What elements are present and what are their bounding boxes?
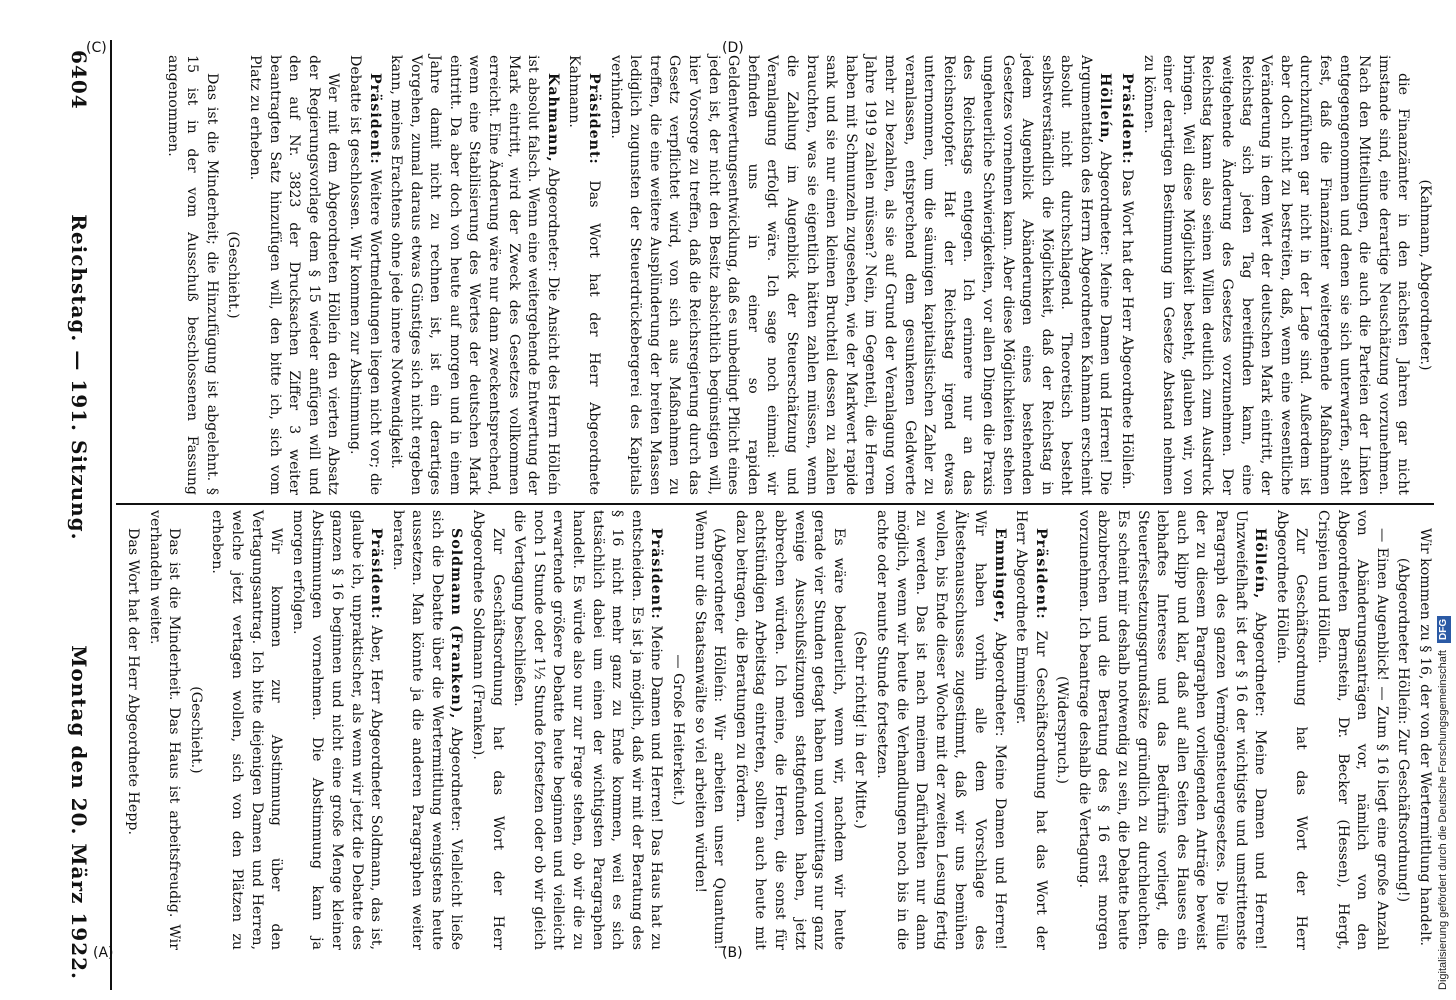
right-column-paragraph: Zur Geschäftsordnung hat das Wort der Herr Abgeordnete Hölleín. xyxy=(1273,510,1310,950)
page-header xyxy=(59,50,99,980)
right-column-paragraph: Präsident: Zur Geschäftsordnung hat das Wort der Herr Abgeordnete Emminger. xyxy=(1013,510,1049,950)
left-column-paragraph: (Geschieht.) xyxy=(225,231,242,319)
margin-marker-d: (D) xyxy=(722,40,744,56)
right-column-paragraph: (Abgeordneter Hölleín: Zur Geschäftsordnung!) xyxy=(1395,557,1412,903)
speaker-name: Präsident: xyxy=(1119,73,1136,165)
right-column-paragraph: (Abgeordneter Hölleín: Wir arbeiten unser Quantum! Wenn nur die Staatsanwälte so viel arbeiten würden! xyxy=(691,510,728,950)
digitization-note: Digitalisierung gefördert durch die Deutsche Forschungsgemeinschaft xyxy=(1437,650,1449,990)
left-column-paragraph: Hölleín, Abgeordneter: Meine Damen und Herren! Die Argumentation des Herrn Abgeordneten Kahmann erscheint absolut nicht durchschlagend. Theoretisch besteht selbstverständlich die Möglichkeit, daß der Reichstag in jedem Augenblick Abänderungen eines bestehenden Gesetzes vornehmen kann. Aber diese Möglichkeiten stehen ungeheuerliche Schwierigkeiten, vor allen Dingen die Praxis des Reichstags entgegen. Ich erinnere nur an das Reichsnotopfer. Hat der Reichstag irgend etwas unternommen, um die säumigen kapitalistischen Zahler zu veranlassen, entsprechend dem gesunkenen Geldwerte mehr zu bezahlen, als sie auf Grund der Veranlagung vom Jahre 1919 zahlen müssen? Nein, im Gegenteil, die Herren haben mit Schmunzeln zugesehen, wie der Markwert rapide sank und sie nur einen kleinen Bruchteil dessen zu zahlen brauchten, was sie eigentlich hätten zahlen müssen, wenn die Zahlung im Augenblick der Steuerschätzung und Veranlagung erfolgt wäre. Ich sage noch einmal: wir befinden uns in einer so rapiden Geldentwertungsentwicklung, daß es unbedingt Pflicht eines jeden ist, der nicht den Besitz absichtlich begünstigen will, hier Vorsorge zu treffen, daß die Reichsregierung durch das Gesetz verpflichtet wird, von sich aus Maßnahmen zu treffen, die eine weitere Ausplünderung der breiten Massen lediglich zugunsten der Steuerdrückebergerei des Kapitals verhindern. xyxy=(607,55,1114,495)
left-column-paragraph: Präsident: Weitere Wortmeldungen liegen nicht vor; die Debatte ist geschlossen. Wir kommen zur Abstimmung. xyxy=(346,55,383,495)
right-column-paragraph: Hölleín, Abgeordneter: Meine Damen und Herren! Unzweifelhaft ist der § 16 der wichtigste und umstrittenste Paragraph des ganzen Vermögensteuergesetzes. Die Fülle der zu diesem Paragraphen vorliegenden Anträge beweist auch klipp und klar, daß auf allen Seiten des Hauses ein lebhaftes Interesse und das Bedürfnis vorliegt, die Steuerfestsetzungsgrundsätze gründlich zu durchleuchten. Es scheint mir deshalb notwendig zu sein, die Debatte heute abzubrechen und die Beratung des § 16 erst morgen vorzunehmen. Ich beantrage deshalb die Vertagung. xyxy=(1075,510,1269,950)
right-column-paragraph: Wir kommen zu § 16, der von der Wertermittlung handelt. xyxy=(1417,528,1433,947)
left-column-paragraph: Präsident: Das Wort hat der Herr Abgeordnete Kahmann. xyxy=(566,55,603,495)
right-column-paragraph: — Große Heiterkeit.) xyxy=(670,654,687,806)
right-column-paragraph: (Sehr richtig! in der Mitte.) xyxy=(852,631,869,829)
left-column-paragraph: Das ist die Minderheit; die Hinzufügung ist abgelehnt. § 15 ist in der vom Ausschuß beschlossenen Fassung angenommen. xyxy=(164,55,220,495)
right-column-paragraph: Präsident: Meine Damen und Herren! Das Haus hat zu entscheiden. Es ist ja möglich, daß wir mit der Beratung des § 16 nicht mehr ganz zu Ende kommen, weil es sich tatsächlich dabei um einen der wichtigsten Paragraphen handelt. Es würde also nur zur Frage stehen, ob wir die zu erwartende größere Debatte heute beginnen und vielleicht noch 1 Stunde oder 1½ Stunde fortsetzen oder ob wir gleich die Vertagung beschließen. xyxy=(511,510,665,950)
speaker-name: Präsident: xyxy=(648,528,665,620)
speaker-name: Präsident: xyxy=(586,73,603,165)
speaker-name: Präsident: xyxy=(1032,528,1049,620)
column-divider xyxy=(116,503,1434,505)
session-date: Montag den 20. März 1922. xyxy=(67,645,91,980)
page-number: 6404 xyxy=(67,50,91,110)
right-column-paragraph: Präsident: Aber, Herr Abgeordneter Soldmann, das ist, glaube ich, unpraktischer, als wenn wir jetzt die Debatte des ganzen § 16 beginnen und nicht eine große Menge kleiner Abstimmungen vornehmen. Die Abstimmung kann ja morgen erfolgen. xyxy=(289,510,385,950)
speaker-name: Emminger, xyxy=(991,528,1008,624)
right-column xyxy=(116,510,1434,950)
right-column-paragraph: Es wäre bedauerlich, wenn wir, nachdem wir heute gerade vier Stunden getagt haben und vormittags nur ganz wenige Ausschußsitzungen stattgefunden haben, jetzt abbrechen würden. Ich meine, die Herren, die sonst für achtstündigen Arbeitstag eintreten, sollten auch heute mit dazu beitragen, die Beratungen zu fördern. xyxy=(732,510,847,950)
left-column-paragraph: Wer mit dem Abgeordneten Hölleín den vierten Absatz der Regierungsvorlage dem § 15 wieder anfügen will und den auf Nr. 3823 der Drucksachen Ziffer 3 weiter beantragten Satz hinzufügen will, den bitte ich, sich vom Platz zu erheben. xyxy=(246,55,342,495)
right-column-paragraph: — Einen Augenblick! — Zum § 16 liegt eine große Anzahl von Abänderungsanträgen vor, nämlich von den Abgeordneten Bernstein, Dr. Becker (Hessen), Hergt, Crispien und Hölleín. xyxy=(1315,510,1390,950)
right-column-paragraph: (Geschieht.) xyxy=(187,686,204,774)
right-column-paragraph: Das Wort hat der Herr Abgeordnete Hepp. xyxy=(125,528,141,835)
rotated-page-content xyxy=(24,0,1434,1000)
left-column-paragraph: die Finanzämter in den nächsten Jahren gar nicht imstande sind, eine derartige Neuschätzung vorzunehmen. Nach den Mitteilungen, die auch die Parteien der Linken entgegengenommen und denen sie sich unterwarfen, steht fest, daß die Finanzämter weitergehende Maßnahmen durchzuführen gar nicht in der Lage sind. Außerdem ist aber doch nicht zu bestreiten, daß, wenn eine wesentliche Veränderung in dem Wert der deutschen Mark eintritt, der Reichstag sich jeden Tag bereitfinden kann, eine weitgehende Änderung des Gesetzes vorzunehmen. Der Reichstag kann also seinen Willen deutlich zum Ausdruck bringen. Weil diese Möglichkeit besteht, glauben wir, von einer derartigen Bestimmung im Gesetze Abstand nehmen zu können. xyxy=(1140,55,1412,495)
right-column-paragraph: Zur Geschäftsordnung hat das Wort der Herr Abgeordnete Soldmann (Franken). xyxy=(470,510,506,950)
speaker-name: Soldmann (Franken), xyxy=(448,528,465,720)
right-column-paragraph: (Widerspruch.) xyxy=(1054,675,1071,785)
left-column-paragraph: (Kahmann, Abgeordneter.) xyxy=(1417,179,1433,371)
speaker-name: Hölleín, xyxy=(1252,528,1269,600)
left-column-paragraph: Präsident: Das Wort hat der Herr Abgeordnete Hölleín. xyxy=(1119,73,1136,490)
digitization-strip xyxy=(1408,10,1449,990)
right-column-paragraph: Emminger, Abgeordneter: Meine Damen und Herren! Wir haben vorhin alle dem Vorschlage des Ältestenausschusses zugestimmt, daß wir uns bemühen wollen, bis Ende dieser Woche mit der zweiten Lesung fertig zu werden. Das ist nach meinem Dafürhalten nur dann möglich, wenn wir heute die Verhandlungen noch bis in die achte oder neunte Stunde fortsetzen. xyxy=(873,510,1008,950)
left-column xyxy=(116,55,1434,495)
speaker-name: Präsident: xyxy=(368,528,385,620)
header-rule xyxy=(110,40,112,990)
session-title: Reichstag. — 191. Sitzung. xyxy=(67,214,91,541)
margin-marker-a: (A) xyxy=(93,945,114,961)
left-column-paragraph: Kahmann, Abgeordneter: Die Ansicht des Herrn Hölleín ist absolut falsch. Wenn eine weitergehende Entwertung der Mark eintritt, wird der Zweck des Gesetzes vollkommen erreicht. Eine Änderung wäre nur dann zweckentsprechend, wenn eine Stabilisierung des Wertes der deutschen Mark eintritt. Da aber doch von heute auf morgen und in einem Jahre damit nicht zu rechnen ist, ist ein derartiges Vorgehen, zumal daraus etwas Günstiges sich nicht ergeben kann, meines Erachtens ohne jede innere Notwendigkeit. xyxy=(388,55,561,495)
margin-marker-b: (B) xyxy=(722,945,743,961)
right-column-paragraph: Wir kommen zur Abstimmung über den Vertagungsantrag. Ich bitte diejenigen Damen und Herren, welche jetzt vertagen wollen, sich von den Plätzen zu erheben. xyxy=(209,510,285,950)
speaker-name: Kahmann, xyxy=(544,73,561,163)
speaker-name: Hölleín, xyxy=(1097,73,1114,145)
right-column-paragraph: Das ist die Minderheit. Das Haus ist arbeitsfreudig. Wir verhandeln weiter. xyxy=(146,510,183,950)
right-column-paragraph: Soldmann (Franken), Abgeordneter: Vielleicht ließe sich die Debatte über die Wertermittlung wenigstens heute aussetzen. Man könnte ja die anderen Paragraphen weiter beraten. xyxy=(389,510,465,950)
dfg-logo: DFG xyxy=(1437,616,1451,643)
margin-marker-c: (C) xyxy=(86,40,107,56)
speaker-name: Präsident: xyxy=(366,73,383,165)
